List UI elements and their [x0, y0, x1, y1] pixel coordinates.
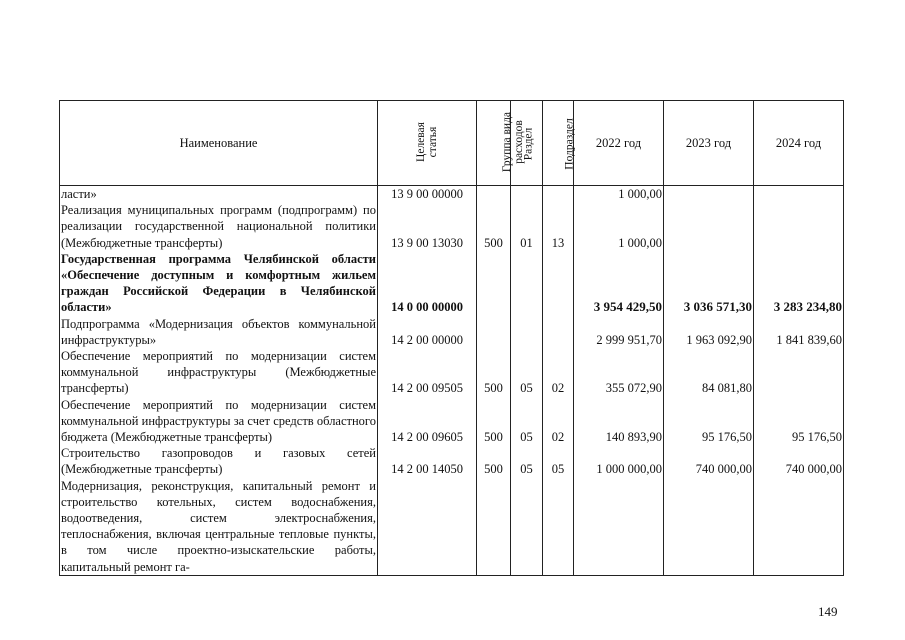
row-target-article: 14 2 00 00000 — [378, 316, 477, 348]
table-row — [60, 202, 844, 251]
row-subsection — [543, 251, 574, 316]
row-section — [511, 478, 543, 576]
row-name: Модернизация, реконструкция, капитальный ремонт и строительство котельных, систем водоснабжения, водоотведения, систем электроснабжения, теплоснабжения, включая центральные тепловые пункты, в том числе проектно-изыскательские работы, капитальный ремонт га- — [61, 478, 376, 574]
row-amount-2024 — [754, 186, 844, 203]
row-amount-2022: 140 893,90 — [574, 397, 664, 446]
row-amount-2023: 84 081,80 — [664, 348, 754, 397]
row-expense-group: 500 — [477, 202, 511, 251]
row-amount-2024: 3 283 234,80 — [754, 251, 844, 316]
header-section: Раздел — [511, 101, 543, 186]
row-subsection — [543, 478, 574, 576]
row-amount-2024 — [754, 348, 844, 397]
row-section: 01 — [511, 202, 543, 251]
row-subsection: 05 — [543, 445, 574, 477]
row-amount-2022: 355 072,90 — [574, 348, 664, 397]
row-name: Подпрограмма «Модернизация объектов коммунальной инфраструктуры» — [61, 316, 376, 347]
row-amount-2023 — [664, 478, 754, 576]
table-row — [60, 348, 844, 397]
table-row — [60, 316, 844, 348]
row-expense-group — [477, 478, 511, 576]
row-amount-2023: 95 176,50 — [664, 397, 754, 446]
row-expense-group — [477, 186, 511, 203]
row-expense-group — [477, 251, 511, 316]
row-amount-2022: 2 999 951,70 — [574, 316, 664, 348]
row-target-article — [378, 478, 477, 576]
row-amount-2023 — [664, 202, 754, 251]
table-row — [60, 186, 844, 203]
header-2024: 2024 год — [754, 101, 844, 186]
header-target-article: Целевая статья — [378, 101, 477, 186]
row-section: 05 — [511, 397, 543, 446]
row-amount-2022 — [574, 478, 664, 576]
header-expense-group: Группа вида расходов — [477, 101, 511, 186]
row-subsection — [543, 316, 574, 348]
row-section — [511, 316, 543, 348]
row-name: Обеспечение мероприятий по модернизации систем коммунальной инфраструктуры (Межбюджетные трансферты) — [61, 349, 376, 396]
header-subsection: Подраздел — [543, 101, 574, 186]
row-section: 05 — [511, 445, 543, 477]
header-2023: 2023 год — [664, 101, 754, 186]
row-subsection: 13 — [543, 202, 574, 251]
row-amount-2022: 3 954 429,50 — [574, 251, 664, 316]
row-target-article: 13 9 00 00000 — [378, 186, 477, 203]
row-name: Строительство газопроводов и газовых сетей (Межбюджетные трансферты) — [61, 446, 376, 477]
row-amount-2023: 3 036 571,30 — [664, 251, 754, 316]
row-name: Реализация муниципальных программ (подпрограмм) по реализации государственной национальной политики (Межбюджетные трансферты) — [61, 203, 376, 250]
row-amount-2024: 1 841 839,60 — [754, 316, 844, 348]
row-amount-2022: 1 000 000,00 — [574, 445, 664, 477]
row-name: Обеспечение мероприятий по модернизации систем коммунальной инфраструктуры за счет средств областного бюджета (Межбюджетные трансферты) — [61, 397, 376, 445]
table-row — [60, 397, 844, 446]
row-name: Государственная программа Челябинской области «Обеспечение доступным и комфортным жильем граждан Российской Федерации в Челябинской области» — [61, 251, 376, 315]
row-section — [511, 251, 543, 316]
header-2022: 2022 год — [574, 101, 664, 186]
row-amount-2022: 1 000,00 — [574, 202, 664, 251]
table-row — [60, 251, 844, 316]
row-section: 05 — [511, 348, 543, 397]
row-expense-group — [477, 316, 511, 348]
row-subsection: 02 — [543, 397, 574, 446]
table-row — [60, 478, 844, 576]
row-amount-2024 — [754, 202, 844, 251]
budget-table — [59, 100, 844, 576]
row-target-article: 14 2 00 14050 — [378, 445, 477, 477]
row-section — [511, 186, 543, 203]
row-amount-2023: 740 000,00 — [664, 445, 754, 477]
table-row — [60, 445, 844, 477]
row-amount-2023 — [664, 186, 754, 203]
row-target-article: 14 0 00 00000 — [378, 251, 477, 316]
row-expense-group: 500 — [477, 348, 511, 397]
page-number: 149 — [818, 604, 838, 619]
row-amount-2022: 1 000,00 — [574, 186, 664, 203]
row-amount-2023: 1 963 092,90 — [664, 316, 754, 348]
row-name: ласти» — [60, 186, 378, 203]
row-subsection — [543, 186, 574, 203]
row-subsection: 02 — [543, 348, 574, 397]
header-row — [60, 101, 844, 186]
row-amount-2024: 95 176,50 — [754, 397, 844, 446]
row-expense-group: 500 — [477, 397, 511, 446]
row-amount-2024: 740 000,00 — [754, 445, 844, 477]
header-name: Наименование — [60, 101, 378, 186]
row-target-article: 14 2 00 09505 — [378, 348, 477, 397]
row-target-article: 14 2 00 09605 — [378, 397, 477, 446]
row-amount-2024 — [754, 478, 844, 576]
row-expense-group: 500 — [477, 445, 511, 477]
row-target-article: 13 9 00 13030 — [378, 202, 477, 251]
